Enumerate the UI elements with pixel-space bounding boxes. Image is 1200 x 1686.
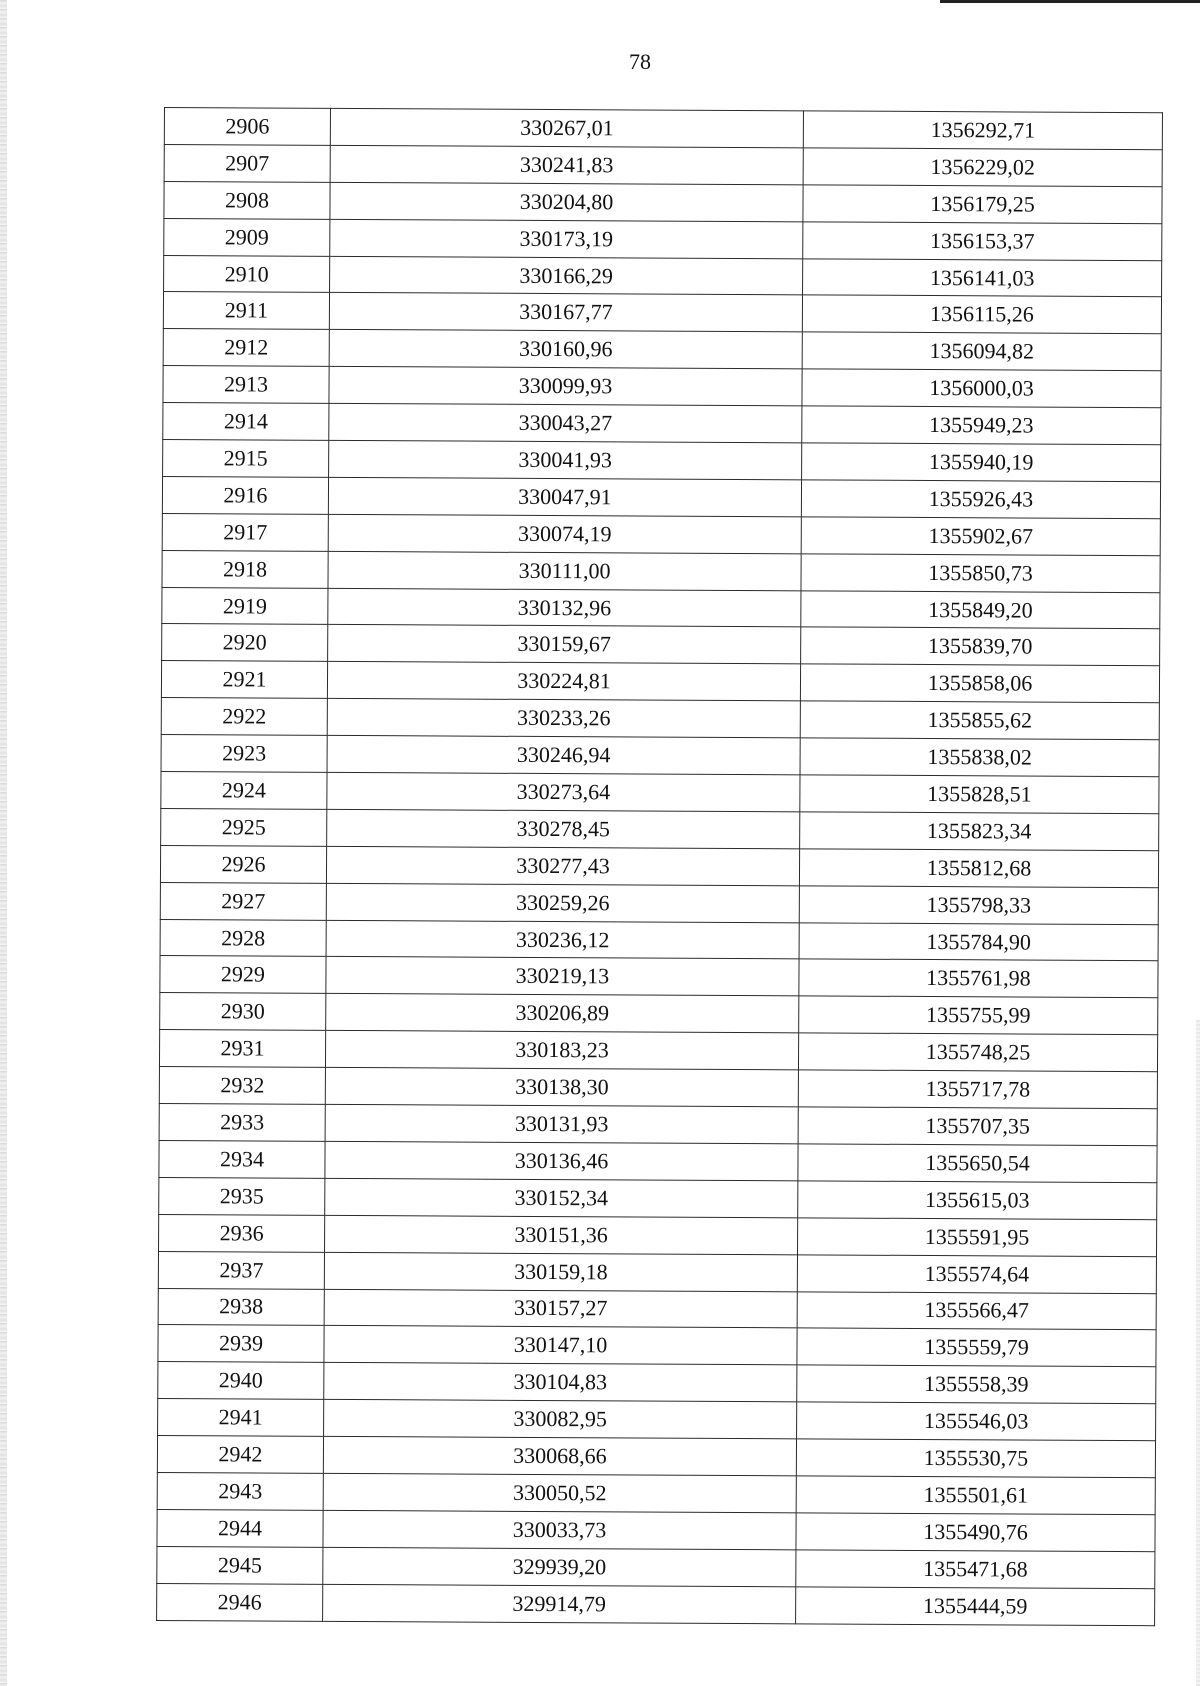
table-row xyxy=(164,108,1162,150)
table-row xyxy=(157,1583,1155,1625)
x-coordinate-cell: 330132,96 xyxy=(328,588,801,627)
table-row xyxy=(161,808,1159,850)
table-row xyxy=(159,1214,1157,1256)
x-coordinate-cell: 330147,10 xyxy=(324,1326,797,1365)
y-coordinate-cell: 1355471,68 xyxy=(796,1550,1155,1589)
table-row xyxy=(159,1140,1157,1182)
x-coordinate-cell: 330033,73 xyxy=(323,1510,796,1549)
table-row xyxy=(162,624,1160,666)
point-number-cell: 2909 xyxy=(164,218,330,256)
point-number-cell: 2934 xyxy=(159,1140,325,1178)
table-row xyxy=(163,440,1161,482)
table-row xyxy=(159,1067,1157,1109)
point-number-cell: 2915 xyxy=(163,440,329,478)
point-number-cell: 2944 xyxy=(157,1509,323,1547)
table-row xyxy=(162,513,1160,555)
point-number-cell: 2931 xyxy=(159,1030,325,1068)
x-coordinate-cell: 330224,81 xyxy=(327,662,800,701)
table-row xyxy=(164,144,1162,186)
y-coordinate-cell: 1356229,02 xyxy=(803,148,1162,187)
point-number-cell: 2941 xyxy=(158,1399,324,1437)
point-number-cell: 2907 xyxy=(164,144,330,182)
table-row xyxy=(163,366,1161,408)
x-coordinate-cell: 330159,18 xyxy=(324,1252,797,1291)
x-coordinate-cell: 330082,95 xyxy=(324,1400,797,1439)
point-number-cell: 2927 xyxy=(160,882,326,920)
y-coordinate-cell: 1355566,47 xyxy=(797,1291,1156,1330)
x-coordinate-cell: 330241,83 xyxy=(330,145,803,184)
y-coordinate-cell: 1355949,23 xyxy=(802,406,1161,445)
point-number-cell: 2936 xyxy=(159,1214,325,1252)
table-row xyxy=(160,956,1158,998)
table-row xyxy=(158,1399,1156,1441)
x-coordinate-cell: 330204,80 xyxy=(330,182,803,221)
x-coordinate-cell: 330236,12 xyxy=(326,920,799,959)
point-number-cell: 2925 xyxy=(161,808,327,846)
point-number-cell: 2908 xyxy=(164,181,330,219)
y-coordinate-cell: 1356094,82 xyxy=(802,332,1161,371)
y-coordinate-cell: 1355530,75 xyxy=(796,1439,1155,1478)
x-coordinate-cell: 330233,26 xyxy=(327,699,800,738)
x-coordinate-cell: 330166,29 xyxy=(330,256,803,295)
table-row xyxy=(164,181,1162,223)
x-coordinate-cell: 330183,23 xyxy=(325,1031,798,1070)
table-row xyxy=(160,919,1158,961)
x-coordinate-cell: 330111,00 xyxy=(328,551,801,590)
point-number-cell: 2939 xyxy=(158,1325,324,1363)
x-coordinate-cell: 330041,93 xyxy=(329,440,802,479)
table-row xyxy=(158,1362,1156,1404)
y-coordinate-cell: 1355501,61 xyxy=(796,1476,1155,1515)
table-row xyxy=(159,1030,1157,1072)
y-coordinate-cell: 1355707,35 xyxy=(798,1107,1157,1146)
table-row xyxy=(163,292,1161,334)
top-edge-rule xyxy=(940,0,1200,3)
y-coordinate-cell: 1355850,73 xyxy=(801,554,1160,593)
table-row xyxy=(160,845,1158,887)
table-row xyxy=(158,1325,1156,1367)
x-coordinate-cell: 330219,13 xyxy=(326,957,799,996)
x-coordinate-cell: 330047,91 xyxy=(328,477,801,516)
x-coordinate-cell: 330152,34 xyxy=(325,1178,798,1217)
coordinates-table-container xyxy=(156,107,1159,1619)
coordinates-table-body xyxy=(157,108,1163,1626)
point-number-cell: 2919 xyxy=(162,587,328,625)
point-number-cell: 2924 xyxy=(161,772,327,810)
x-coordinate-cell: 330068,66 xyxy=(323,1436,796,1475)
point-number-cell: 2940 xyxy=(158,1362,324,1400)
x-coordinate-cell: 330277,43 xyxy=(326,846,799,885)
table-row xyxy=(160,882,1158,924)
y-coordinate-cell: 1355828,51 xyxy=(800,775,1159,814)
point-number-cell: 2923 xyxy=(161,735,327,773)
point-number-cell: 2932 xyxy=(159,1067,325,1105)
x-coordinate-cell: 330151,36 xyxy=(325,1215,798,1254)
table-row xyxy=(161,772,1159,814)
coordinates-table xyxy=(156,107,1163,1626)
point-number-cell: 2946 xyxy=(157,1583,323,1621)
table-row xyxy=(160,993,1158,1035)
point-number-cell: 2928 xyxy=(160,919,326,957)
point-number-cell: 2912 xyxy=(163,329,329,367)
table-row xyxy=(161,735,1159,777)
y-coordinate-cell: 1355761,98 xyxy=(799,959,1158,998)
y-coordinate-cell: 1355798,33 xyxy=(799,886,1158,925)
point-number-cell: 2910 xyxy=(164,255,330,293)
point-number-cell: 2916 xyxy=(162,476,328,514)
table-row xyxy=(158,1288,1156,1330)
y-coordinate-cell: 1355940,19 xyxy=(802,443,1161,482)
point-number-cell: 2943 xyxy=(157,1472,323,1510)
table-row xyxy=(161,698,1159,740)
point-number-cell: 2922 xyxy=(161,698,327,736)
x-coordinate-cell: 330050,52 xyxy=(323,1473,796,1512)
x-coordinate-cell: 330043,27 xyxy=(329,403,802,442)
x-coordinate-cell: 330167,77 xyxy=(329,293,802,332)
x-coordinate-cell: 330159,67 xyxy=(328,625,801,664)
point-number-cell: 2938 xyxy=(158,1288,324,1326)
y-coordinate-cell: 1355858,06 xyxy=(800,664,1159,703)
y-coordinate-cell: 1355591,95 xyxy=(798,1218,1157,1257)
x-coordinate-cell: 330104,83 xyxy=(324,1363,797,1402)
point-number-cell: 2942 xyxy=(157,1436,323,1474)
point-number-cell: 2914 xyxy=(163,403,329,441)
table-row xyxy=(161,661,1159,703)
y-coordinate-cell: 1355839,70 xyxy=(801,627,1160,666)
y-coordinate-cell: 1355812,68 xyxy=(799,849,1158,888)
y-coordinate-cell: 1355546,03 xyxy=(797,1402,1156,1441)
x-coordinate-cell: 330131,93 xyxy=(325,1104,798,1143)
point-number-cell: 2921 xyxy=(161,661,327,699)
y-coordinate-cell: 1355748,25 xyxy=(798,1033,1157,1072)
y-coordinate-cell: 1356179,25 xyxy=(803,185,1162,224)
point-number-cell: 2937 xyxy=(158,1251,324,1289)
x-coordinate-cell: 330267,01 xyxy=(330,108,803,147)
x-coordinate-cell: 330160,96 xyxy=(329,330,802,369)
x-coordinate-cell: 330206,89 xyxy=(326,994,799,1033)
y-coordinate-cell: 1355490,76 xyxy=(796,1513,1155,1552)
y-coordinate-cell: 1355559,79 xyxy=(797,1328,1156,1367)
table-row xyxy=(163,403,1161,445)
page-number: 78 xyxy=(629,49,651,74)
x-coordinate-cell: 330136,46 xyxy=(325,1141,798,1180)
point-number-cell: 2913 xyxy=(163,366,329,404)
y-coordinate-cell: 1356153,37 xyxy=(803,222,1162,261)
point-number-cell: 2906 xyxy=(164,108,330,146)
x-coordinate-cell: 329914,79 xyxy=(323,1584,796,1623)
y-coordinate-cell: 1355558,39 xyxy=(797,1365,1156,1404)
y-coordinate-cell: 1355823,34 xyxy=(800,812,1159,851)
table-row xyxy=(164,218,1162,260)
y-coordinate-cell: 1355926,43 xyxy=(801,480,1160,519)
table-row xyxy=(157,1546,1155,1588)
y-coordinate-cell: 1356292,71 xyxy=(803,111,1162,150)
y-coordinate-cell: 1355902,67 xyxy=(801,517,1160,556)
scan-left-edge xyxy=(0,0,7,1686)
point-number-cell: 2918 xyxy=(162,550,328,588)
table-row xyxy=(162,550,1160,592)
table-row xyxy=(157,1436,1155,1478)
x-coordinate-cell: 330074,19 xyxy=(328,514,801,553)
point-number-cell: 2933 xyxy=(159,1104,325,1142)
table-row xyxy=(158,1251,1156,1293)
y-coordinate-cell: 1355615,03 xyxy=(798,1181,1157,1220)
x-coordinate-cell: 330099,93 xyxy=(329,367,802,406)
point-number-cell: 2926 xyxy=(160,845,326,883)
x-coordinate-cell: 330173,19 xyxy=(330,219,803,258)
table-row xyxy=(162,476,1160,518)
table-row xyxy=(163,329,1161,371)
x-coordinate-cell: 330278,45 xyxy=(327,809,800,848)
table-row xyxy=(157,1472,1155,1514)
point-number-cell: 2945 xyxy=(157,1546,323,1584)
y-coordinate-cell: 1355574,64 xyxy=(797,1254,1156,1293)
y-coordinate-cell: 1355717,78 xyxy=(798,1070,1157,1109)
x-coordinate-cell: 330157,27 xyxy=(324,1289,797,1328)
y-coordinate-cell: 1356141,03 xyxy=(803,258,1162,297)
x-coordinate-cell: 330138,30 xyxy=(325,1068,798,1107)
point-number-cell: 2917 xyxy=(162,513,328,551)
y-coordinate-cell: 1355755,99 xyxy=(799,996,1158,1035)
table-row xyxy=(159,1104,1157,1146)
point-number-cell: 2920 xyxy=(162,624,328,662)
y-coordinate-cell: 1355784,90 xyxy=(799,922,1158,961)
table-row xyxy=(162,587,1160,629)
table-row xyxy=(164,255,1162,297)
y-coordinate-cell: 1356000,03 xyxy=(802,369,1161,408)
point-number-cell: 2911 xyxy=(163,292,329,330)
x-coordinate-cell: 330259,26 xyxy=(326,883,799,922)
y-coordinate-cell: 1355444,59 xyxy=(796,1586,1155,1625)
x-coordinate-cell: 329939,20 xyxy=(323,1547,796,1586)
point-number-cell: 2930 xyxy=(160,993,326,1031)
table-row xyxy=(157,1509,1155,1551)
x-coordinate-cell: 330246,94 xyxy=(327,736,800,775)
y-coordinate-cell: 1355855,62 xyxy=(800,701,1159,740)
point-number-cell: 2929 xyxy=(160,956,326,994)
y-coordinate-cell: 1355849,20 xyxy=(801,590,1160,629)
y-coordinate-cell: 1355838,02 xyxy=(800,738,1159,777)
table-row xyxy=(159,1177,1157,1219)
y-coordinate-cell: 1356115,26 xyxy=(802,295,1161,334)
point-number-cell: 2935 xyxy=(159,1177,325,1215)
scan-right-edge xyxy=(1196,1020,1200,1686)
x-coordinate-cell: 330273,64 xyxy=(327,772,800,811)
y-coordinate-cell: 1355650,54 xyxy=(798,1144,1157,1183)
